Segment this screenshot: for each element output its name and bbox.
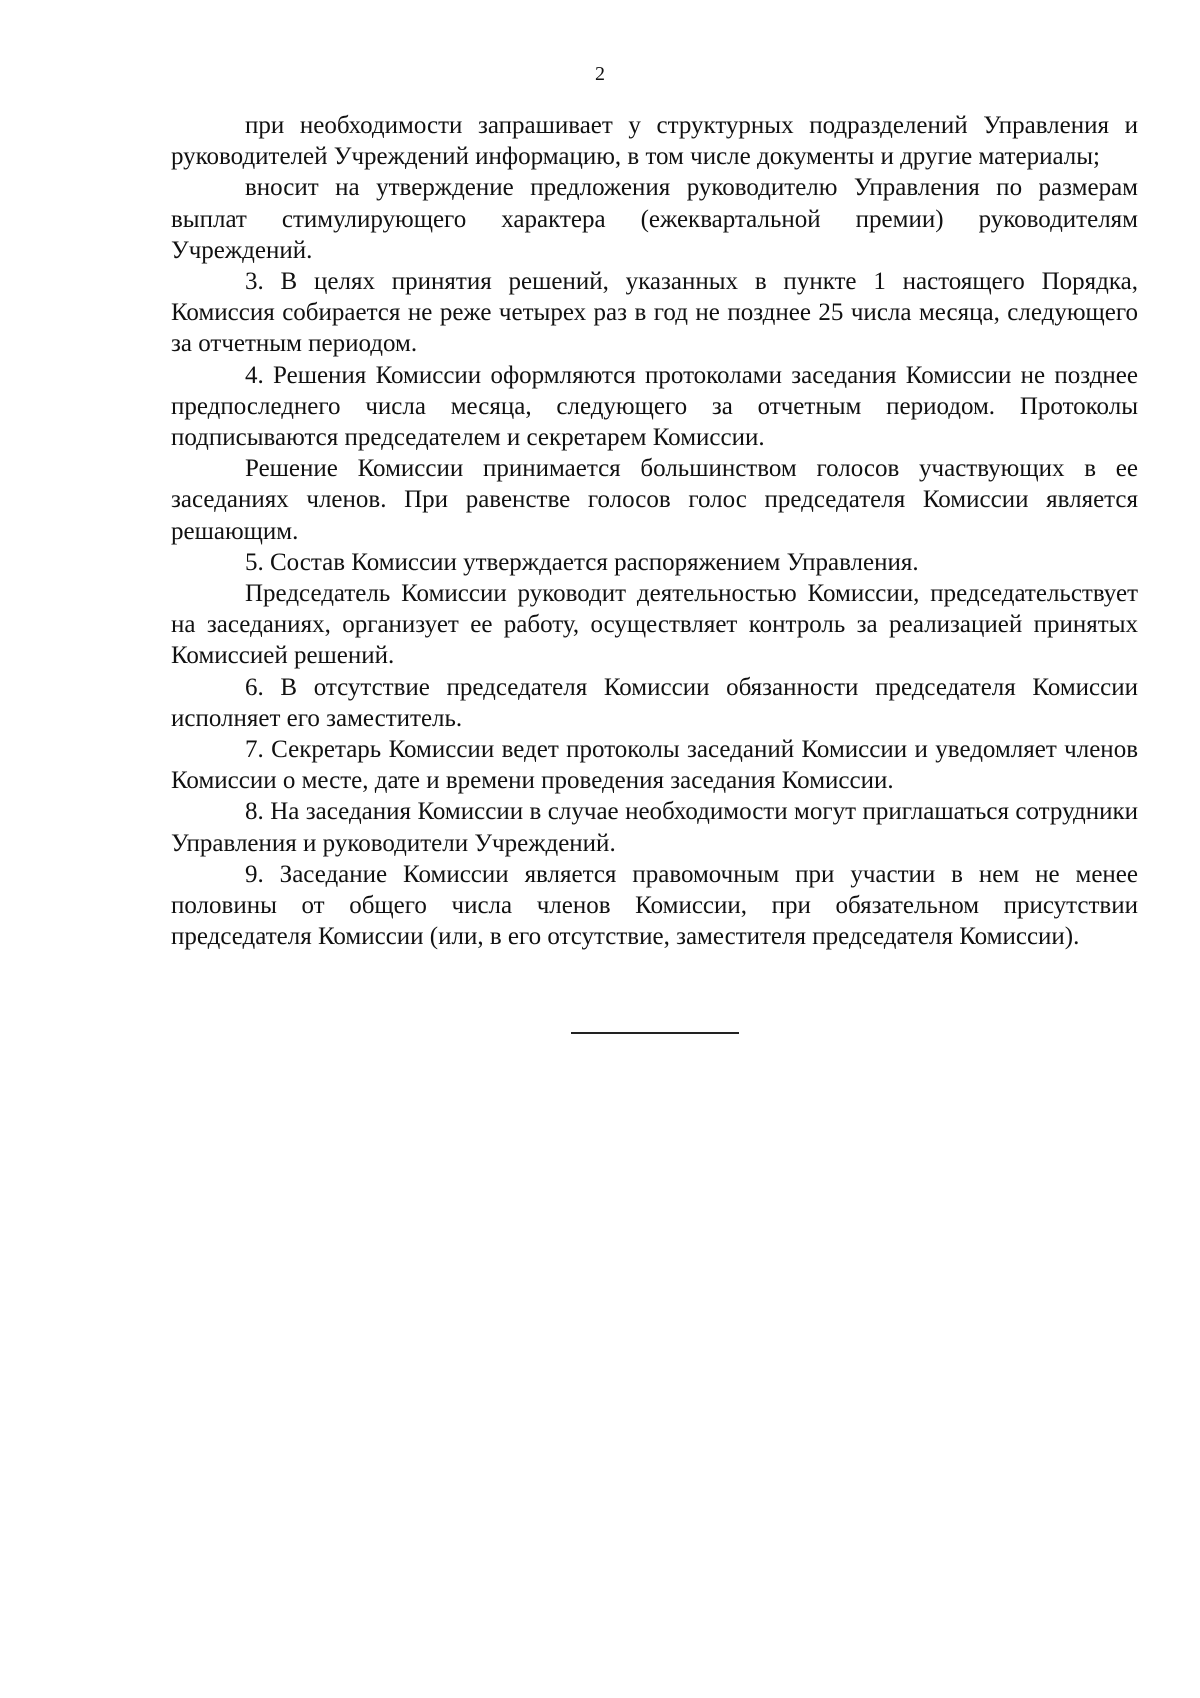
end-of-document-line — [571, 1032, 739, 1034]
paragraph-item-3: 3. В целях принятия решений, указанных в пункте 1 настоящего Порядка, Комиссия собирается не реже четырех раз в год не позднее 25 числа месяца, следующего за отчетным периодом. — [171, 268, 1138, 358]
paragraph-item-7: 7. Секретарь Комиссии ведет протоколы заседаний Комиссии и уведомляет членов Комиссии о месте, дате и времени проведения заседания Комиссии. — [171, 736, 1138, 795]
paragraph-item-6: 6. В отсутствие председателя Комиссии обязанности председателя Комиссии исполняет его заместитель. — [171, 673, 1138, 732]
paragraph-item-5: 5. Состав Комиссии утверждается распоряжением Управления. — [245, 548, 919, 576]
paragraph-item-8: 8. На заседания Комиссии в случае необходимости могут приглашаться сотрудники Управления и руководители Учреждений. — [171, 798, 1138, 857]
paragraph-submit-proposals: вносит на утверждение предложения руководителю Управления по размерам выплат стимулирующего характера (ежеквартальной премии) руководителям Учреждений. — [171, 174, 1138, 264]
page-number: 2 — [595, 63, 605, 85]
paragraph-item-9: 9. Заседание Комиссии является правомочным при участии в нем не менее половины от общего числа членов Комиссии, при обязательном присутствии председателя Комиссии (или, в его отсутствие, заместителя председателя Комиссии). — [171, 860, 1138, 951]
document-body — [171, 110, 1138, 952]
paragraph-chairman-duties: Председатель Комиссии руководит деятельностью Комиссии, председательствует на заседаниях, организует ее работу, осуществляет контроль за реализацией принятых Комиссией решений. — [171, 580, 1138, 670]
paragraph-item-4: 4. Решения Комиссии оформляются протоколами заседания Комиссии не позднее предпоследнего числа месяца, следующего за отчетным периодом. Протоколы подписываются председателем и секретарем Комиссии. — [171, 361, 1138, 452]
paragraph-request-info: при необходимости запрашивает у структурных подразделений Управления и руководителей Учреждений информацию, в том числе документы и другие материалы; — [171, 112, 1138, 171]
paragraph-decision-majority: Решение Комиссии принимается большинством голосов участвующих в ее заседаниях членов. При равенстве голосов голос председателя Комиссии является решающим. — [171, 455, 1138, 545]
